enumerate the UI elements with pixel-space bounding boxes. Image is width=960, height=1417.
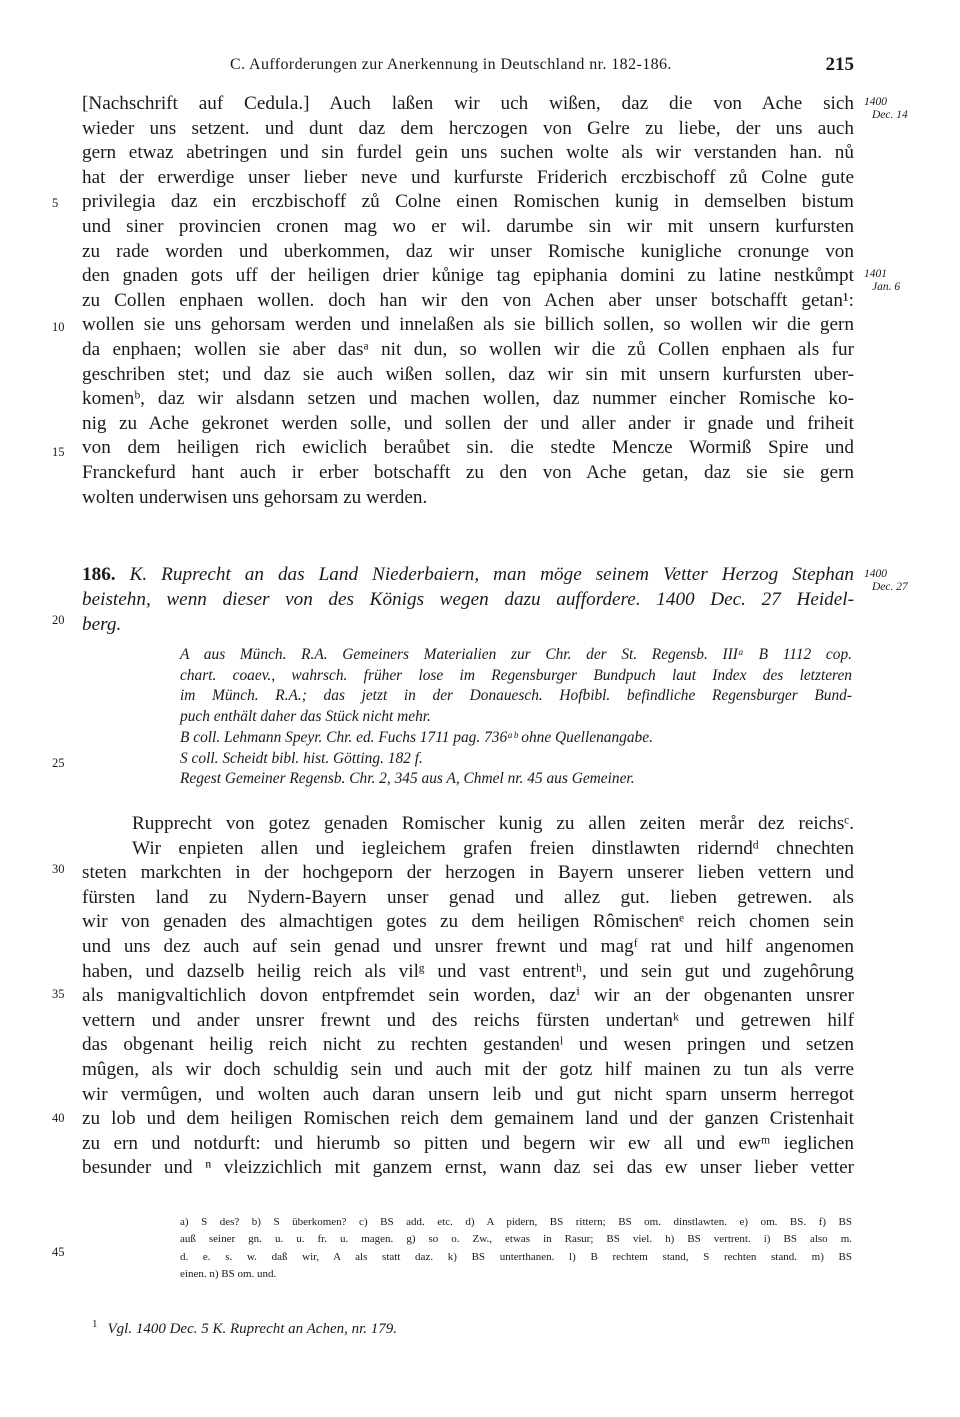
text-line: Rupprecht von gotez genaden Romischer kunig zu allen zeiten merår dez reichsᶜ. <box>132 813 854 834</box>
critical-notes <box>180 1214 852 1284</box>
text-line: [Nachschrift auf Cedula.] Auch laßen wir uch wißen, daz die von Ache sich <box>82 93 854 114</box>
text-line: und siner provincien cronen mag wo er wil. darumbe sin wir mit unsern kurfursten <box>82 215 854 237</box>
running-title: C. Aufforderungen zur Anerkennung in Deutschland nr. 182-186. <box>230 56 672 73</box>
text-line: besunder und ⁿ vleizzichlich mit ganzem ernst, wann daz sei das ew unser lieber vetter <box>82 1157 854 1179</box>
heading-line: beistehn, wenn dieser von des Königs wegen dazu auffordere. 1400 Dec. 27 Heidel- <box>82 589 854 610</box>
text-line: gern etwaz abetringen und sin furdel gein uns suchen wolte als wir verstanden han. nů <box>82 142 854 164</box>
line-number: 20 <box>52 613 65 627</box>
text-line: zu lob und dem heiligen Romischen reich dem gemainem land und der ganzen Cristenhait <box>82 1108 854 1130</box>
text-line: zu rade worden und uberkommen, daz wir unser Romische kunigliche cronunge von <box>82 240 854 262</box>
text-line: und uns dez auch auf sein genad und unsrer frewnt und magᶠ rat und hilf angenomen <box>82 935 854 957</box>
margin-date-year: 1400 <box>864 96 887 108</box>
text-line: den gnaden gots uff der heiligen drier kůnige tag epiphania domini zu latine nestkůmpt <box>82 265 854 287</box>
source-apparatus <box>180 645 852 790</box>
text-line: von dem heiligen rich ewiclich beraůbet sin. die stedte Mencze Wormiß Spire und <box>82 437 854 459</box>
text-line: zu ern und notdurft: und hierumb so pitten und begern wir ew all und ewᵐ ieglichen <box>82 1132 854 1154</box>
text-line: vettern und ander unsrer frewnt und des reichs fürsten undertanᵏ und getrewen hilf <box>82 1009 854 1031</box>
source-line: S coll. Scheidt bibl. hist. Götting. 182 f. <box>180 749 423 767</box>
text-line: wir von genaden des almachtigen gotes zu dem heiligen Rômischenᵉ reich chomen sein <box>82 911 854 933</box>
text-line: hat der erwerdige unser lieber neve und kurfurste Friderich erczbischoff zů Colne gute <box>82 166 854 188</box>
source-line: A aus Münch. R.A. Gemeiners Materialien zur Chr. der St. Regensb. IIIᵃ B 1112 cop. <box>180 646 852 663</box>
line-number: 40 <box>52 1111 65 1125</box>
running-header <box>82 56 854 80</box>
line-number: 30 <box>52 862 65 876</box>
footnote <box>92 1318 397 1338</box>
source-line: im Münch. R.A.; das jetzt in der Donauesch. Hofbibl. befindliche Regensburger Bund- <box>180 687 852 705</box>
text-line: fürsten land zu Nydern-Bayern unser genad und allez gut. lieben getrewen. als <box>82 886 854 908</box>
line-number: 35 <box>52 987 65 1001</box>
margin-date-day: Dec. 27 <box>872 581 908 593</box>
text-line: geschriben stet; und daz sie auch wißen sollen, daz wir sin mit unsern kurfursten uber- <box>82 363 854 385</box>
margin-date <box>864 96 908 122</box>
document-body <box>82 812 854 1181</box>
source-line: Regest Gemeiner Regensb. Chr. 2, 345 aus A, Chmel nr. 45 aus Gemeiner. <box>180 770 635 788</box>
line-number: 5 <box>52 196 59 210</box>
text-line: wolten underwisen uns gehorsam zu werden. <box>82 486 428 508</box>
line-number: 15 <box>52 445 65 459</box>
margin-date <box>864 568 908 594</box>
text-line: wieder uns setzent. und dunt daz dem herczogen von Gelre zu liebe, der uns auch <box>82 117 854 139</box>
text-line: das obgenant heilig reich nicht zu rechten gestandenˡ und wesen pringen und setzen <box>82 1034 854 1056</box>
margin-date-day: Dec. 14 <box>872 109 908 121</box>
document-number: 186. <box>82 564 116 585</box>
heading-line: K. Ruprecht an das Land Niederbaiern, man möge seinem Vetter Herzog Stephan <box>129 564 855 585</box>
margin-date <box>864 268 900 294</box>
margin-date-year: 1401 <box>864 268 887 280</box>
footnote-text: Vgl. 1400 Dec. 5 K. Ruprecht an Achen, nr. 179. <box>107 1321 398 1337</box>
text-line: steten markchten in der hochgeporn der herzogen in Bayern unserer lieben vettern und <box>82 862 854 884</box>
margin-date-day: Jan. 6 <box>872 281 901 293</box>
source-line: chart. coaev., wahrsch. früher lose im Regensburger Bundpuch laut Index des letzteren <box>180 666 852 684</box>
margin-date-year: 1400 <box>864 568 887 580</box>
note-line: einen. n) BS om. und. <box>180 1268 277 1281</box>
text-line: Franckefurd hant auch ir erber botschafft zu den von Ache getan, daz sie sie gern <box>82 461 854 483</box>
text-line: haben, und dazselb heilig reich als vilᵍ und vast entrentʰ, und sein gut und zugehôrung <box>82 960 854 982</box>
text-line: privilegia daz ein erczbischoff zů Colne einen Romischen kunig in demselben bistum <box>82 191 854 213</box>
text-line: nig zu Ache gekronet werden solle, und sollen der und aller ander ir gnade und friheit <box>82 412 854 434</box>
document-heading <box>82 562 854 637</box>
source-line: puch enthält daher das Stück nicht mehr. <box>180 708 431 726</box>
text-line: wollen sie uns gehorsam werden und innelaßen als sie billich sollen, so wollen wir die gern <box>82 314 854 336</box>
text-line: mûgen, als wir doch schuldig sein und auch mit der gotz hilf mainen zu tun als verre <box>82 1058 854 1080</box>
line-number: 25 <box>52 756 65 770</box>
line-number: 45 <box>52 1245 65 1259</box>
text-line: Wir enpieten allen und iegleichem grafen freien dinstlawten riderndᵈ chnechten <box>132 837 854 859</box>
page-number: 215 <box>825 54 854 75</box>
text-line: da enphaen; wollen sie aber dasᵃ nit dun, so wollen wir die zů Collen enphaen als fur <box>82 338 854 360</box>
postscript-paragraph <box>82 92 854 510</box>
note-line: auß seiner gn. u. u. fr. u. magen. g) so o. Zw., etwas in Rasur; BS viel. h) BS vertrent. i) BS also m. <box>180 1233 852 1246</box>
footnote-marker: 1 <box>92 1318 98 1330</box>
note-line: a) S des? b) S überkomen? c) BS add. etc. d) A pidern, BS rittern; BS om. dinstlawten. e) om. BS. f) BS <box>180 1216 852 1228</box>
text-line: zu Collen enphaen wollen. doch han wir den von Achen aber unser botschafft getan¹: <box>82 289 854 311</box>
text-line: als manigvaltichlich dovon entpfremdet sein worden, dazⁱ wir an der obgenanten unsrer <box>82 985 854 1007</box>
heading-line: berg. <box>82 614 122 635</box>
line-number: 10 <box>52 320 65 334</box>
source-line: B coll. Lehmann Speyr. Chr. ed. Fuchs 1711 pag. 736ᵃᵇ ohne Quellenangabe. <box>180 728 653 746</box>
text-line: komenᵇ, daz wir alsdann setzen und machen wollen, daz nummer eincher Romische ko- <box>82 388 854 410</box>
text-line: wir vermûgen, und wolten auch daran unsern leib und gut nicht sparn unserm herregot <box>82 1083 854 1105</box>
note-line: d. e. s. w. daß wir, A als statt daz. k) BS unterthanen. l) B rechtem stand, S rechten stand. m) BS <box>180 1250 852 1263</box>
